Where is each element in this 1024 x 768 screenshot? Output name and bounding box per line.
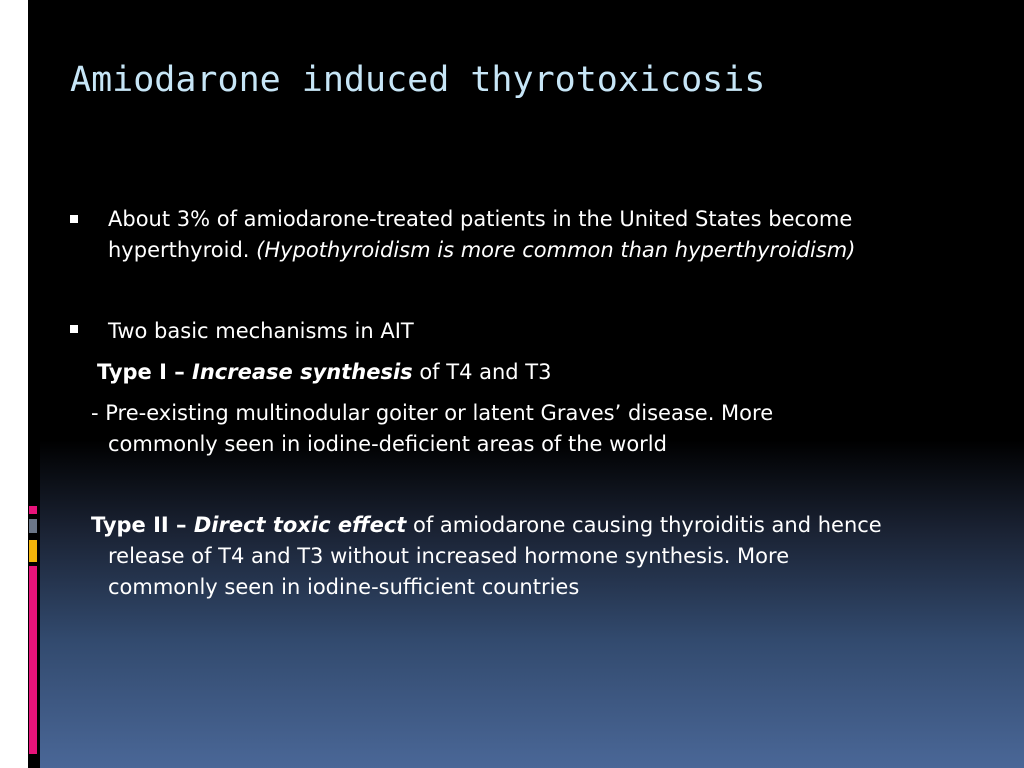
bullet1-line1: About 3% of amiodarone-treated patients in the United States become (108, 207, 853, 231)
type1-detail-line1: - Pre-existing multinodular goiter or latent Graves’ disease. More (91, 401, 774, 425)
type2-line2: release of T4 and T3 without increased hormone synthesis. More (108, 544, 790, 568)
bullet-square-icon (70, 325, 78, 333)
type1-label: Type I – (97, 360, 193, 384)
type1-heading (97, 357, 551, 388)
type2-emphasis: Direct toxic effect (193, 513, 407, 537)
bullet-square-icon (70, 215, 78, 223)
type1-detail-line2: commonly seen in iodine-deficient areas of the world (108, 432, 667, 456)
bullet1-line2 (108, 235, 855, 266)
type2-rest: of amiodarone causing thyroiditis and hence (406, 513, 882, 537)
slide-title: Amiodarone induced thyrotoxicosis (70, 60, 766, 100)
type2-heading (91, 510, 882, 541)
type1-rest: of T4 and T3 (412, 360, 552, 384)
bullet2-text: Two basic mechanisms in AIT (108, 319, 414, 343)
bullet1-italic-note: (Hypothyroidism is more common than hyperthyroidism) (256, 238, 856, 262)
type2-line3: commonly seen in iodine-sufficient countries (108, 575, 580, 599)
type1-emphasis: Increase synthesis (192, 360, 413, 384)
bullet1-line2-text: hyperthyroid. (108, 238, 257, 262)
type2-label: Type II – (91, 513, 194, 537)
